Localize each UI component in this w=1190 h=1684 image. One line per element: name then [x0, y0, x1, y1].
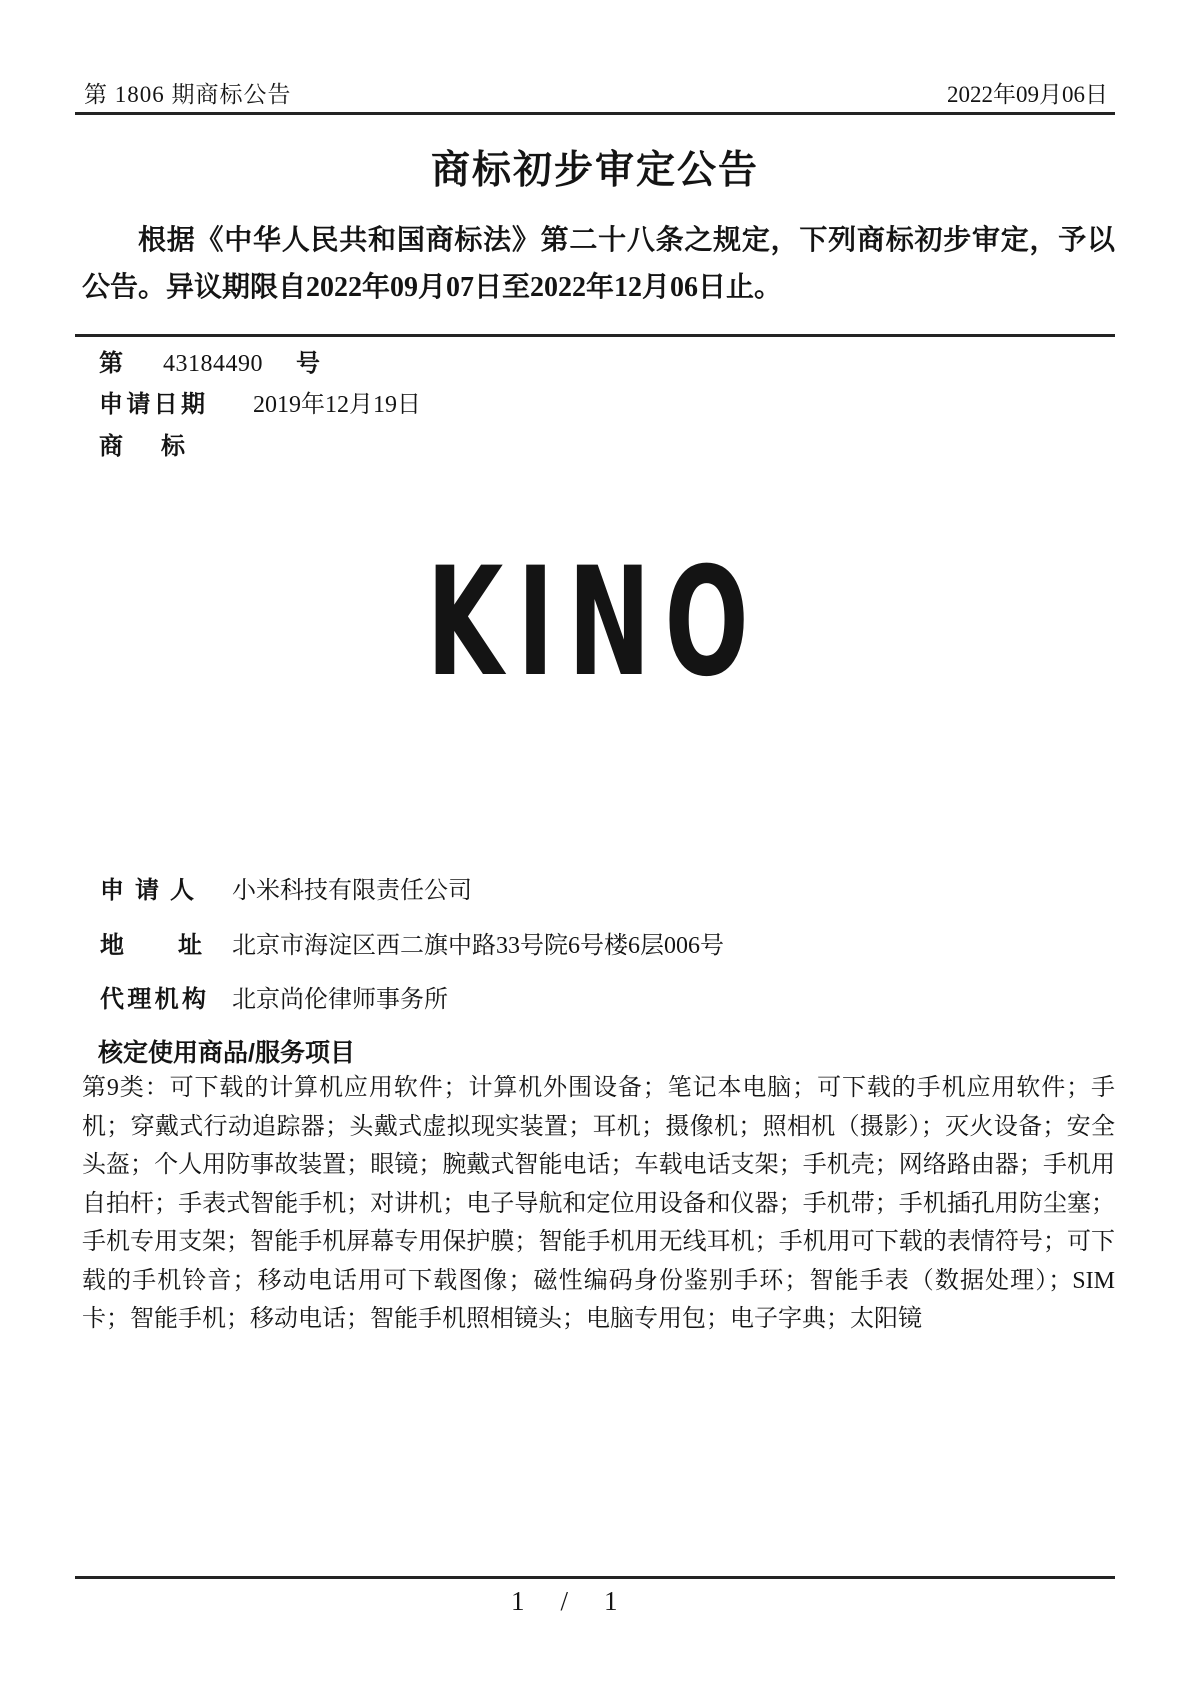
applicant-label: 申请人	[100, 877, 194, 904]
goods-services-heading: 核定使用商品/服务项目	[98, 1039, 355, 1067]
trademark-number-row	[99, 349, 320, 379]
publish-date: 2022年09月06日	[947, 82, 1108, 107]
footer-divider	[75, 1576, 1115, 1579]
agency-value: 北京尚伦律师事务所	[232, 987, 448, 1013]
agency-row	[100, 985, 448, 1015]
journal-issue: 第 1806 期商标公告	[84, 82, 292, 107]
trademark-image: KINO	[426, 536, 763, 710]
page-number-separator: /	[560, 1586, 569, 1616]
trademark-label: 商标	[99, 433, 185, 460]
header-divider	[75, 112, 1115, 115]
table-top-divider	[75, 334, 1115, 337]
address-row	[100, 931, 724, 961]
page-title: 商标初步审定公告	[430, 149, 759, 192]
applicant-value: 小米科技有限责任公司	[232, 878, 472, 904]
application-date-value: 2019年12月19日	[253, 392, 421, 418]
page-number	[511, 1586, 618, 1617]
goods-services-text: 第9类：可下载的计算机应用软件；计算机外围设备；笔记本电脑；可下载的手机应用软件；手机；穿戴式行动追踪器；头戴式虚拟现实装置；耳机；摄像机；照相机（摄影）；灭火设备；安全头盔；个人用防事故装置；眼镜；腕戴式智能电话；车载电话支架；手机壳；网络路由器；手机用自拍杆；手表式智能手机；对讲机；电子导航和定位用设备和仪器；手机带；手机插孔用防尘塞；手机专用支架；智能手机屏幕专用保护膜；智能手机用无线耳机；手机用可下载的表情符号；可下载的手机铃音；移动电话用可下载图像；磁性编码身份鉴别手环；智能手表（数据处理）；SIM卡；智能手机；移动电话；智能手机照相镜头；电脑专用包；电子字典；太阳镜	[82, 1075, 1115, 1332]
trademark-number: 43184490	[163, 351, 263, 377]
agency-label: 代理机构	[100, 986, 206, 1013]
number-prefix-label: 第	[99, 350, 123, 377]
application-date-label: 申请日期	[99, 391, 205, 418]
page-number-total: 1	[604, 1586, 618, 1616]
intro-paragraph: 根据《中华人民共和国商标法》第二十八条之规定，下列商标初步审定，予以公告。异议期限自2022年09月07日至2022年12月06日止。	[82, 225, 1115, 303]
trademark-label-row	[99, 432, 185, 462]
address-label: 地址	[100, 932, 202, 959]
number-suffix-label: 号	[296, 350, 320, 377]
trademark-specimen	[0, 536, 1190, 710]
applicant-row	[100, 876, 472, 906]
address-value: 北京市海淀区西二旗中路33号院6号楼6层006号	[232, 933, 724, 959]
page-number-current: 1	[511, 1586, 525, 1616]
application-date-row	[99, 390, 421, 420]
